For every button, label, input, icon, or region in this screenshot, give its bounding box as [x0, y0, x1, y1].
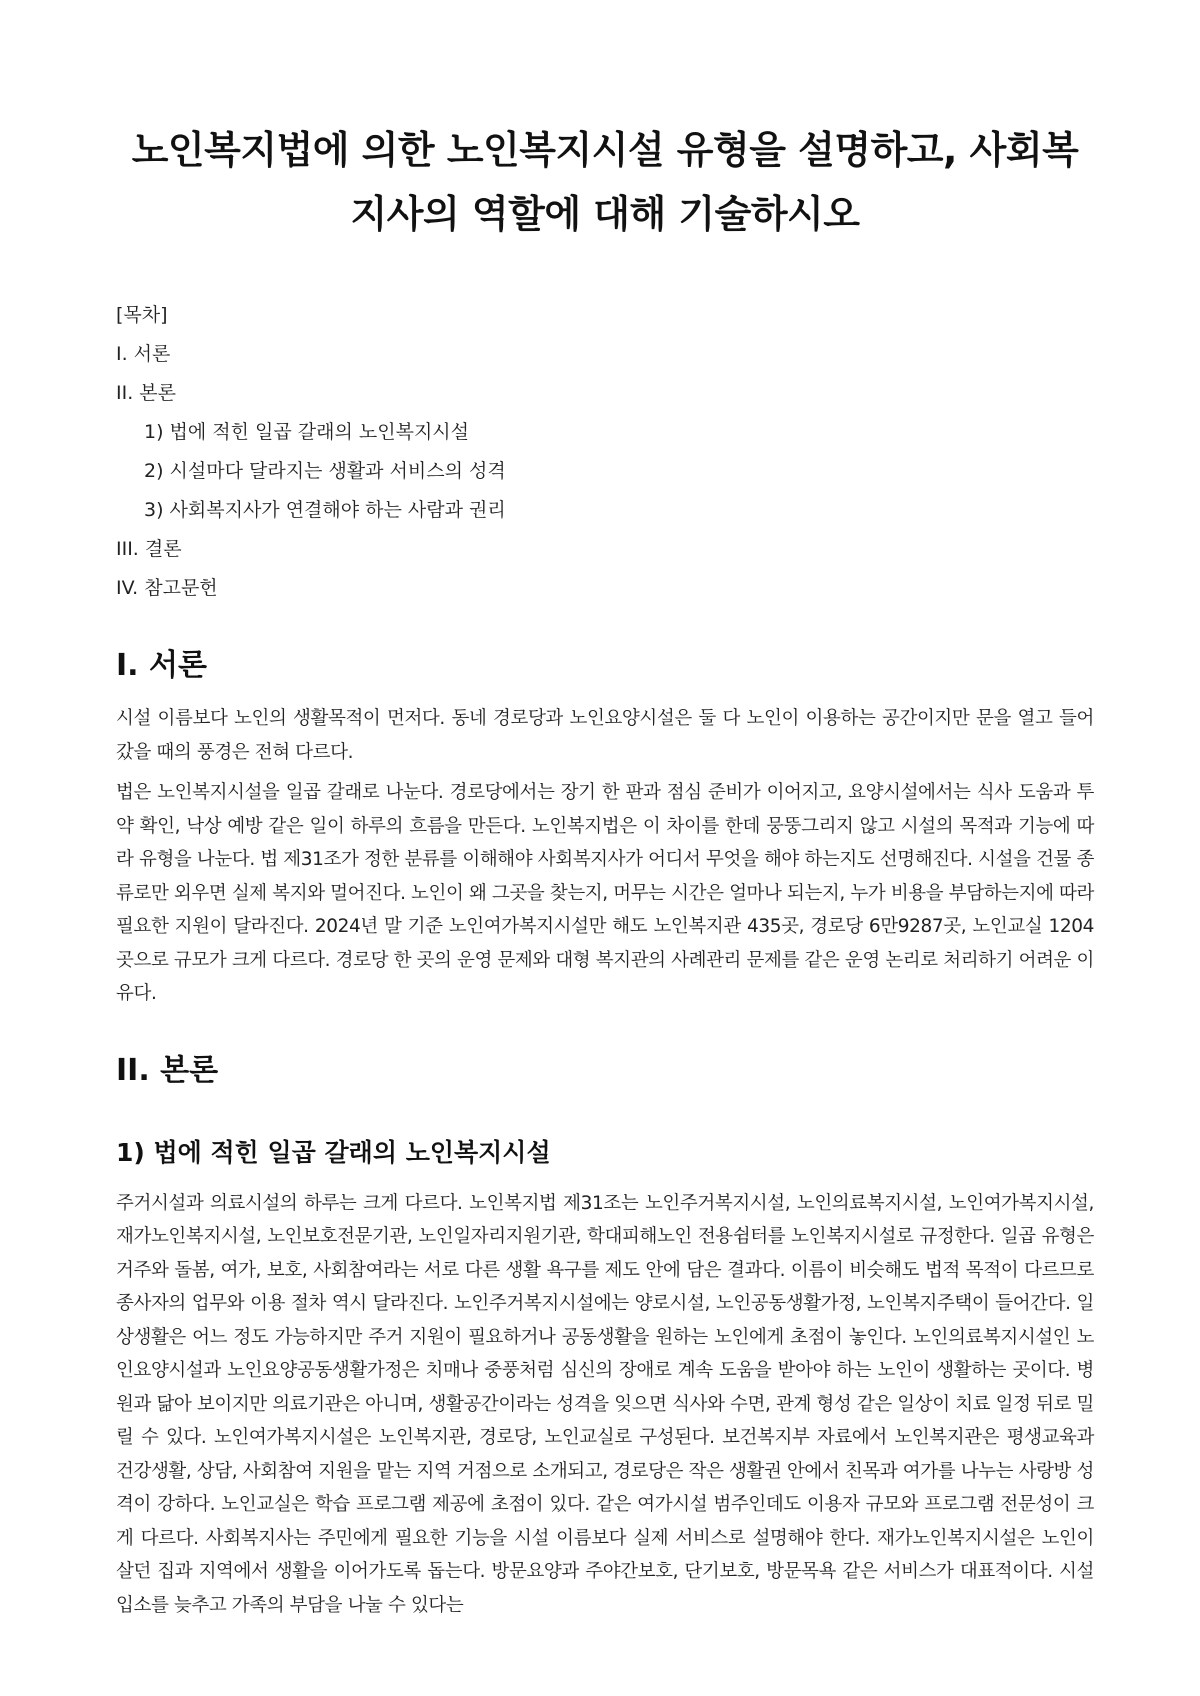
- toc-item-body-2: 2) 시설마다 달라지는 생활과 서비스의 성격: [144, 460, 506, 482]
- subsection-1-paragraph: 주거시설과 의료시설의 하루는 크게 다르다. 노인복지법 제31조는 노인주거복지시설, 노인의료복지시설, 노인여가복지시설, 재가노인복지시설, 노인보호전문기관, 노인일자리지원기관, 학대피해노인 전용쉼터를 노인복지시설로 규정한다. 일곱 유형은 거주와 돌봄, 여가, 보호, 사회참여라는 서로 다른 생활 욕구를 제도 안에 담은 결과다. 이름이 비슷해도 법적 목적이 다르므로 종사자의 업무와 이용 절차 역시 달라진다. 노인주거복지시설에는 양로시설, 노인공동생활가정, 노인복지주택이 들어간다. 일상생활은 어느 정도 가능하지만 주거 지원이 필요하거나 공동생활을 원하는 노인에게 초점이 놓인다. 노인의료복지시설인 노인요양시설과 노인요양공동생활가정은 치매나 중풍처럼 심신의 장애로 계속 도움을 받아야 하는 노인이 생활하는 곳이다. 병원과 닮아 보이지만 의료기관은 아니며, 생활공간이라는 성격을 잊으면 식사와 수면, 관계 형성 같은 일상이 치료 일정 뒤로 밀릴 수 있다. 노인여가복지시설은 노인복지관, 경로당, 노인교실로 구성된다. 보건복지부 자료에서 노인복지관은 평생교육과 건강생활, 상담, 사회참여 지원을 맡는 지역 거점으로 소개되고, 경로당은 작은 생활권 안에서 친목과 여가를 나누는 사랑방 성격이 강하다. 노인교실은 학습 프로그램 제공에 초점이 있다. 같은 여가시설 범주인데도 이용자 규모와 프로그램 전문성이 크게 다르다. 사회복지사는 주민에게 필요한 기능을 시설 이름보다 실제 서비스로 설명해야 한다. 재가노인복지시설은 노인이 살던 집과 지역에서 생활을 이어가도록 돕는다. 방문요양과 주야간보호, 단기보호, 방문목욕 같은 서비스가 대표적이다. 시설 입소를 늦추고 가족의 부담을 나눌 수 있다는: [116, 1192, 1094, 1616]
- toc-item-body-1: 1) 법에 적힌 일곱 갈래의 노인복지시설: [144, 421, 470, 443]
- intro-paragraph-2: 법은 노인복지시설을 일곱 갈래로 나눈다. 경로당에서는 장기 한 판과 점심 준비가 이어지고, 요양시설에서는 식사 도움과 투약 확인, 낙상 예방 같은 일이 하루의 흐름을 만든다. 노인복지법은 이 차이를 한데 뭉뚱그리지 않고 시설의 목적과 기능에 따라 유형을 나눈다. 법 제31조가 정한 분류를 이해해야 사회복지사가 어디서 무엇을 해야 하는지도 선명해진다. 시설을 건물 종류로만 외우면 실제 복지와 멀어진다. 노인이 왜 그곳을 찾는지, 머무는 시간은 얼마나 되는지, 누가 비용을 부담하는지에 따라 필요한 지원이 달라진다. 2024년 말 기준 노인여가복지시설만 해도 노인복지관 435곳, 경로당 6만9287곳, 노인교실 1204곳으로 규모가 크게 다르다. 경로당 한 곳의 운영 문제와 대형 복지관의 사례관리 문제를 같은 운영 논리로 처리하기 어려운 이유다.: [116, 782, 1094, 1004]
- toc-item-references: IV. 참고문헌: [116, 577, 218, 599]
- toc-item-intro: I. 서론: [116, 343, 171, 365]
- toc-item-body: II. 본론: [116, 382, 176, 404]
- subsection-heading-1: 1) 법에 적힌 일곱 갈래의 노인복지시설: [116, 1137, 551, 1167]
- section-heading-body: II. 본론: [116, 1052, 219, 1088]
- section-heading-intro: I. 서론: [116, 648, 207, 683]
- toc-item-body-3: 3) 사회복지사가 연결해야 하는 사람과 권리: [144, 499, 506, 521]
- intro-paragraph-1: 시설 이름보다 노인의 생활목적이 먼저다. 동네 경로당과 노인요양시설은 둘 다 노인이 이용하는 공간이지만 문을 열고 들어갔을 때의 풍경은 전혀 다르다.: [116, 708, 1094, 763]
- document-title: 노인복지법에 의한 노인복지시설 유형을 설명하고, 사회복지사의 역할에 대해 기술하시오: [131, 128, 1079, 236]
- table-of-contents: [116, 296, 1094, 608]
- toc-label: [목차]: [116, 304, 168, 326]
- toc-item-conclusion: III. 결론: [116, 538, 182, 560]
